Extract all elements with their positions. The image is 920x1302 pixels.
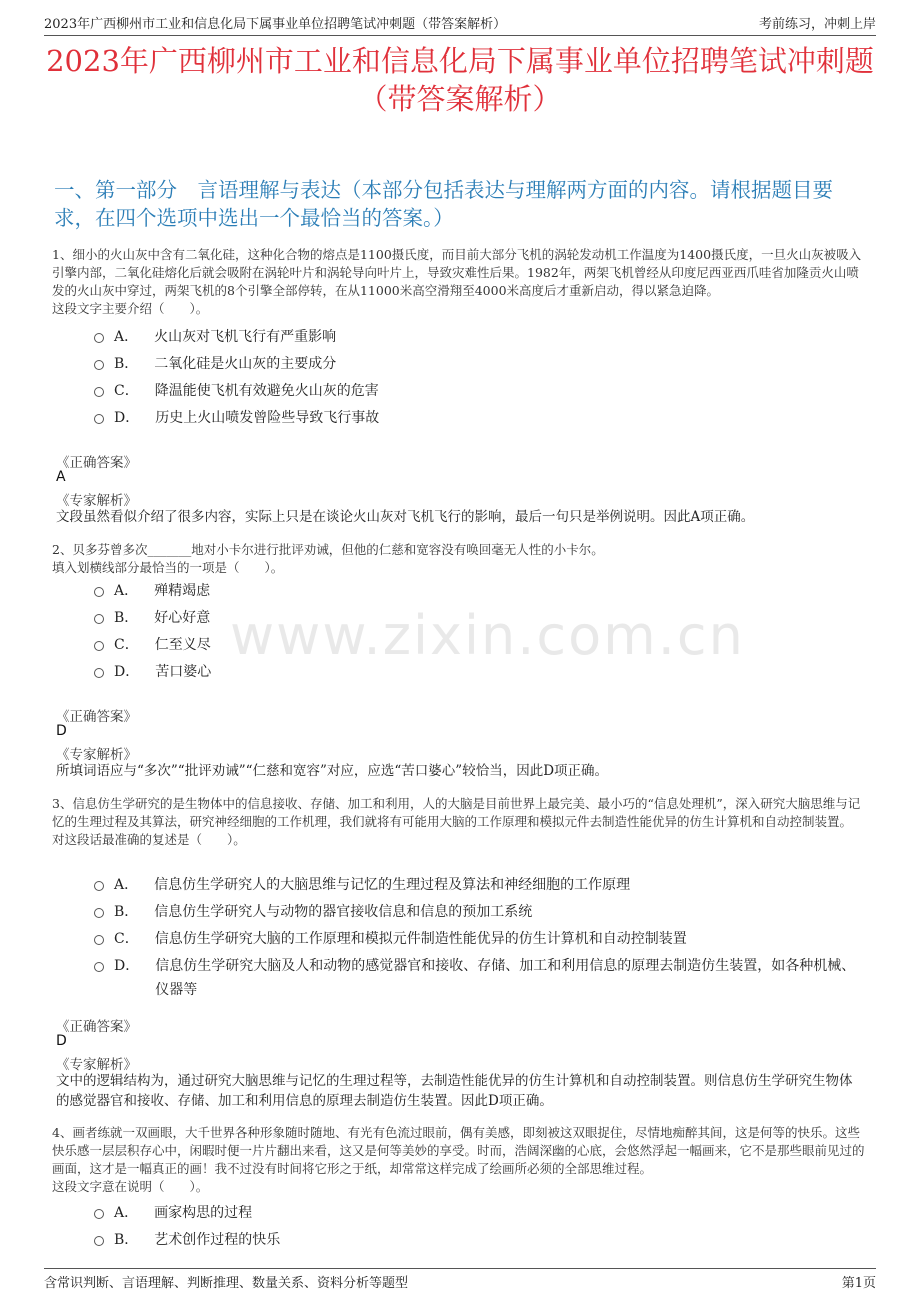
option-1c[interactable]: C． 降温能使飞机有效避免火山灰的危害: [94, 379, 868, 403]
option-4a[interactable]: A． 画家构思的过程: [94, 1201, 868, 1225]
watermark: www.zixin.com.cn: [230, 604, 745, 667]
radio-button-icon[interactable]: [94, 414, 104, 424]
footer-topics: 含常识判断、言语理解、判断推理、数量关系、资料分析等题型: [44, 1276, 409, 1291]
option-text: 历史上火山喷发曾险些导致飞行事故: [155, 410, 380, 426]
radio-button-icon[interactable]: [94, 1209, 104, 1219]
option-1a[interactable]: A． 火山灰对飞机飞行有严重影响: [94, 325, 868, 349]
question-1: [52, 246, 868, 318]
option-text: 苦口婆心: [155, 664, 212, 680]
radio-button-icon[interactable]: [94, 908, 104, 918]
radio-button-icon[interactable]: [94, 935, 104, 945]
answer-label: 《正确答案》: [56, 709, 137, 725]
question-stem: 2、贝多芬曾多次_______地对小卡尔进行批评劝诫，但他的仁慈和宽容没有唤回毫无人性的小卡尔。: [52, 542, 604, 557]
page-footer: [44, 1268, 876, 1294]
section-heading: 一、第一部分 言语理解与表达（本部分包括表达与理解两方面的内容。请根据题目要求，在四个选项中选出一个最恰当的答案。）: [54, 178, 833, 230]
radio-button-icon[interactable]: [94, 881, 104, 891]
radio-button-icon[interactable]: [94, 962, 104, 972]
document-title: 2023年广西柳州市工业和信息化局下属事业单位招聘笔试冲刺题（带答案解析）: [46, 44, 874, 116]
question-prompt: 对这段话最准确的复述是（ ）。: [52, 832, 246, 847]
header-slogan: 考前练习，冲刺上岸: [758, 17, 876, 32]
option-3d[interactable]: D． 信息仿生学研究大脑及人和动物的感觉器官和接收、存储、加工和利用信息的原理去制造仿生装置，如各种机械、仪器等: [94, 954, 868, 1002]
option-text: 降温能使飞机有效避免火山灰的危害: [154, 383, 379, 399]
option-2a[interactable]: A． 殚精竭虑: [94, 579, 868, 603]
question-prompt: 这段文字意在说明（ ）。: [52, 1179, 209, 1194]
question-prompt: 这段文字主要介绍（ ）。: [52, 301, 209, 316]
radio-button-icon[interactable]: [94, 360, 104, 370]
option-1b[interactable]: B． 二氧化硅是火山灰的主要成分: [94, 352, 868, 376]
answer-value: D: [56, 723, 67, 739]
option-1d[interactable]: D． 历史上火山喷发曾险些导致飞行事故: [94, 406, 868, 430]
radio-button-icon[interactable]: [94, 587, 104, 597]
answer-label: 《正确答案》: [56, 1019, 137, 1035]
radio-button-icon[interactable]: [94, 333, 104, 343]
option-text: 仁至义尽: [154, 637, 211, 653]
question-stem: 4、画者练就一双画眼，大千世界各种形象随时随地、有光有色流过眼前，偶有美感，即刻被这双眼捉住，尽情地痴醉其间，这是何等的快乐。这些快乐感一层层积存心中，闲暇时便一片片翻出来看，这又是何等美妙的享受。时而，浩阔深幽的心底，会悠然浮起一幅画来，它不是那些眼前见过的画面，这才是一幅真正的画！我不过没有时间将它形之于纸，却常常这样完成了绘画所必须的全部思维过程。: [52, 1125, 865, 1176]
answer-label: 《正确答案》: [56, 455, 137, 471]
analysis-text: 所填词语应与“多次”“批评劝诫”“仁慈和宽容”对应，应选“苦口婆心”较恰当，因此D项正确。: [56, 763, 609, 779]
page-number: 第1页: [841, 1276, 876, 1291]
radio-button-icon[interactable]: [94, 668, 104, 678]
option-3a[interactable]: A． 信息仿生学研究人的大脑思维与记忆的生理过程及算法和神经细胞的工作原理: [94, 873, 868, 897]
radio-button-icon[interactable]: [94, 387, 104, 397]
page-header: [44, 10, 876, 36]
option-text: 二氧化硅是火山灰的主要成分: [154, 356, 337, 372]
analysis-text: 文中的逻辑结构为，通过研究大脑思维与记忆的生理过程等，去制造性能优异的仿生计算机和自动控制装置。则信息仿生学研究生物体的感觉器官和接收、存储、加工和利用信息的原理去制造仿生装置。因此D项正确。: [56, 1073, 853, 1109]
answer-value: A: [56, 469, 66, 485]
option-text: 火山灰对飞机飞行有严重影响: [154, 329, 337, 345]
radio-button-icon[interactable]: [94, 614, 104, 624]
analysis-label: 《专家解析》: [56, 493, 137, 509]
option-text: 殚精竭虑: [154, 583, 211, 599]
radio-button-icon[interactable]: [94, 641, 104, 651]
question-2: [52, 541, 868, 577]
option-text: 信息仿生学研究人的大脑思维与记忆的生理过程及算法和神经细胞的工作原理: [154, 877, 631, 893]
option-text: 艺术创作过程的快乐: [154, 1232, 281, 1248]
option-2b[interactable]: B． 好心好意: [94, 606, 868, 630]
option-2d[interactable]: D． 苦口婆心: [94, 660, 868, 684]
option-text: 信息仿生学研究大脑及人和动物的感觉器官和接收、存储、加工和利用信息的原理去制造仿生装置，如各种机械、仪器等: [155, 958, 856, 998]
option-text: 好心好意: [154, 610, 211, 626]
question-stem: 3、信息仿生学研究的是生物体中的信息接收、存储、加工和利用，人的大脑是目前世界上最完美、最小巧的“信息处理机”，深入研究大脑思维与记忆的生理过程及其算法，研究神经细胞的工作机理，我们就将有可能用大脑的工作原理和模拟元件去制造性能优异的仿生计算机和自动控制装置。: [52, 796, 861, 829]
option-3c[interactable]: C． 信息仿生学研究大脑的工作原理和模拟元件制造性能优异的仿生计算机和自动控制装置: [94, 927, 868, 951]
analysis-label: 《专家解析》: [56, 747, 137, 763]
header-doc-title: 2023年广西柳州市工业和信息化局下属事业单位招聘笔试冲刺题（带答案解析）: [44, 17, 507, 32]
radio-button-icon[interactable]: [94, 1236, 104, 1246]
question-4: [52, 1124, 868, 1196]
question-prompt: 填入划横线部分最恰当的一项是（ ）。: [52, 560, 284, 575]
question-3: [52, 795, 868, 849]
option-text: 信息仿生学研究人与动物的器官接收信息和信息的预加工系统: [154, 904, 533, 920]
option-3b[interactable]: B． 信息仿生学研究人与动物的器官接收信息和信息的预加工系统: [94, 900, 868, 924]
option-text: 画家构思的过程: [154, 1205, 253, 1221]
option-text: 信息仿生学研究大脑的工作原理和模拟元件制造性能优异的仿生计算机和自动控制装置: [154, 931, 687, 947]
option-4b[interactable]: B． 艺术创作过程的快乐: [94, 1228, 868, 1252]
answer-value: D: [56, 1033, 67, 1049]
option-2c[interactable]: C． 仁至义尽: [94, 633, 868, 657]
analysis-text: 文段虽然看似介绍了很多内容，实际上只是在谈论火山灰对飞机飞行的影响，最后一句只是举例说明。因此A项正确。: [56, 509, 755, 525]
question-stem: 1、细小的火山灰中含有二氧化硅，这种化合物的熔点是1100摄氏度，而目前大部分飞机的涡轮发动机工作温度为1400摄氏度，一旦火山灰被吸入引擎内部，二氧化硅熔化后就会吸附在涡轮叶片和涡轮导向叶片上，导致灾难性后果。1982年，两架飞机曾经从印度尼西亚西爪哇省加隆贡火山喷发的火山灰中穿过，两架飞机的8个引擎全部停转，在从11000米高空滑翔至4000米高度后才重新启动，得以紧急迫降。: [52, 247, 862, 298]
analysis-label: 《专家解析》: [56, 1057, 137, 1073]
